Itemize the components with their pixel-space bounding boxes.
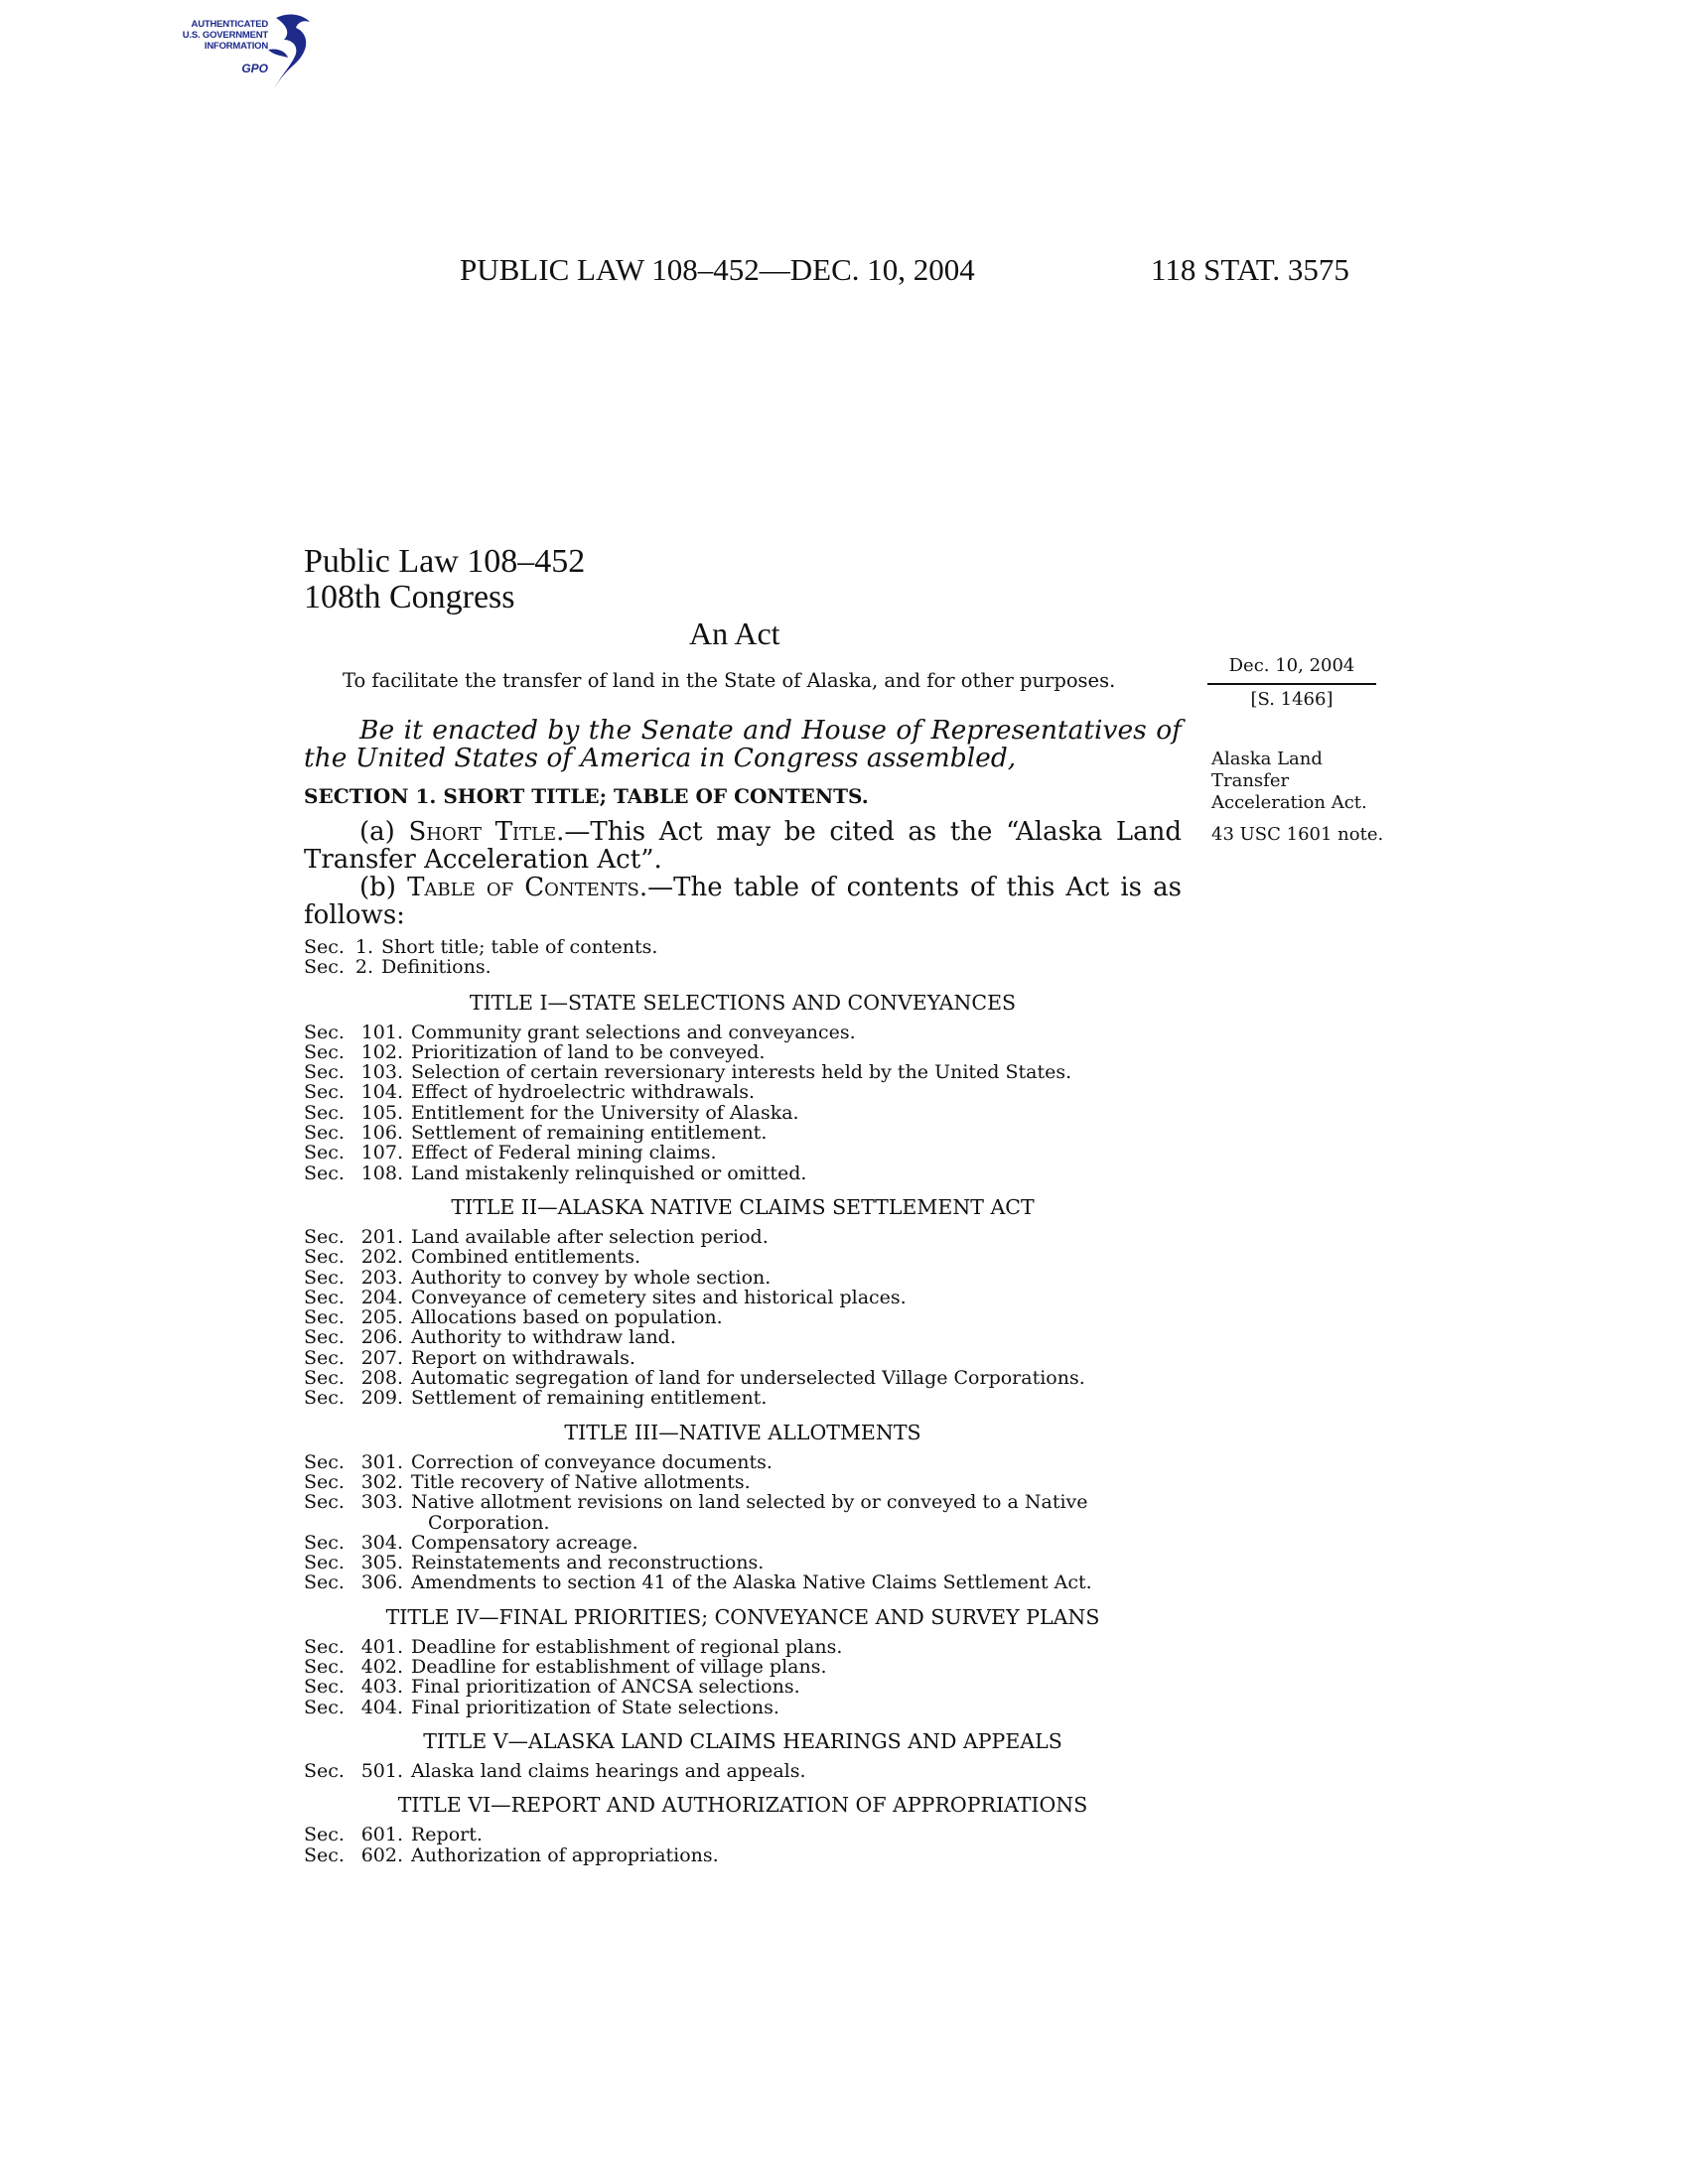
toc-section-title: Authority to convey by whole section. <box>411 1266 772 1289</box>
toc-section-number: 104. <box>360 1081 403 1104</box>
toc-section-title: Alaska land claims hearings and appeals. <box>411 1759 806 1782</box>
toc-section-title: Effect of Federal mining claims. <box>411 1142 717 1164</box>
toc-entry <box>304 1143 1182 1162</box>
toc-section-number: 501. <box>360 1759 403 1782</box>
toc-sec-label: Sec. <box>304 1676 345 1699</box>
toc-sec-label: Sec. <box>304 1531 345 1554</box>
toc-sec-label: Sec. <box>304 1367 345 1390</box>
toc-section-number: 601. <box>360 1824 403 1846</box>
toc-sec-label: Sec. <box>304 1225 345 1248</box>
toc-title-heading: TITLE III—NATIVE ALLOTMENTS <box>564 1420 921 1444</box>
toc-sec-label: Sec. <box>304 1759 345 1782</box>
toc-section-number: 205. <box>360 1306 403 1329</box>
toc-section-number: 2. <box>354 956 373 979</box>
toc-title-group <box>304 1227 1182 1409</box>
toc-section-title: Deadline for establishment of village plans. <box>411 1656 827 1679</box>
toc-section-number: 402. <box>360 1656 403 1679</box>
para-b-caption: Table of Contents <box>407 873 639 902</box>
toc-sec-label: Sec. <box>304 1266 345 1289</box>
toc-section-number: 105. <box>360 1101 403 1124</box>
toc-section-number: 207. <box>360 1346 403 1369</box>
toc-sec-label: Sec. <box>304 1552 345 1574</box>
sidenote-divider <box>1207 683 1376 685</box>
toc-sec-label: Sec. <box>304 1491 345 1514</box>
toc-sec-label: Sec. <box>304 1122 345 1145</box>
toc-sec-label: Sec. <box>304 1306 345 1329</box>
toc-entry <box>304 1452 1182 1472</box>
act-heading: An Act <box>689 615 780 651</box>
toc-section-title: Conveyance of cemetery sites and historical places. <box>411 1286 907 1308</box>
toc-sec-label: Sec. <box>304 1571 345 1594</box>
toc-section-number: 107. <box>360 1142 403 1164</box>
toc-section-number: 102. <box>360 1040 403 1063</box>
toc-sec-label: Sec. <box>304 1450 345 1473</box>
toc-entry <box>304 1042 1182 1062</box>
paragraph-short-title <box>304 818 1182 874</box>
toc-section-title: Automatic segregation of land for underselected Village Corporations. <box>411 1367 1085 1390</box>
running-header-law: PUBLIC LAW 108–452—DEC. 10, 2004 <box>460 252 975 287</box>
toc-sec-label: Sec. <box>304 956 345 979</box>
toc-sec-label: Sec. <box>304 1470 345 1493</box>
toc-section-number: 602. <box>360 1843 403 1866</box>
toc-entry <box>304 1082 1182 1102</box>
toc-entry <box>304 1307 1182 1327</box>
toc-section-number: 101. <box>360 1021 403 1043</box>
toc-section-title: Short title; table of contents. <box>381 936 658 958</box>
toc-title-heading: TITLE VI—REPORT AND AUTHORIZATION OF APPROPRIATIONS <box>397 1793 1088 1818</box>
toc-section-title: Community grant selections and conveyances. <box>411 1021 856 1043</box>
toc-section-title: Authority to withdraw land. <box>411 1326 676 1349</box>
toc-sec-label: Sec. <box>304 1346 345 1369</box>
public-law-number: Public Law 108–452 <box>304 543 586 580</box>
toc-entry <box>304 1103 1182 1123</box>
toc-entry <box>304 1572 1182 1592</box>
toc-section-number: 204. <box>360 1286 403 1308</box>
enacting-clause: Be it enacted by the Senate and House of Representatives of the United States of America in Congress assembled, <box>304 715 1182 773</box>
toc-intro-group <box>304 937 1182 978</box>
toc-entry <box>304 1327 1182 1347</box>
toc-section-title: Settlement of remaining entitlement. <box>411 1122 768 1145</box>
toc-title-heading: TITLE IV—FINAL PRIORITIES; CONVEYANCE AND SURVEY PLANS <box>385 1604 1100 1629</box>
toc-section-title: Allocations based on population. <box>411 1306 723 1329</box>
toc-section-title: Effect of hydroelectric withdrawals. <box>411 1081 756 1104</box>
toc-entry <box>304 1677 1182 1697</box>
toc-section-title: Reinstatements and reconstructions. <box>411 1552 765 1574</box>
toc-section-number: 206. <box>360 1326 403 1349</box>
toc-entry <box>304 1825 1182 1844</box>
toc-sec-label: Sec. <box>304 1142 345 1164</box>
toc-sec-label: Sec. <box>304 1824 345 1846</box>
toc-section-title: Prioritization of land to be conveyed. <box>411 1040 766 1063</box>
toc-section-number: 208. <box>360 1367 403 1390</box>
toc-sec-label: Sec. <box>304 1286 345 1308</box>
toc-entry <box>304 1268 1182 1288</box>
paragraph-table-of-contents <box>304 874 1182 929</box>
section-heading: SECTION 1. SHORT TITLE; TABLE OF CONTENTS. <box>304 784 869 808</box>
toc-title-group <box>304 1637 1182 1717</box>
toc-section-title: Amendments to section 41 of the Alaska Native Claims Settlement Act. <box>411 1571 1092 1594</box>
toc-entry <box>304 1637 1182 1657</box>
toc-section-title: Report. <box>411 1824 483 1846</box>
congress-number: 108th Congress <box>304 579 515 615</box>
toc-entry <box>304 1023 1182 1042</box>
toc-sec-label: Sec. <box>304 936 345 958</box>
toc-entry <box>304 1845 1182 1865</box>
toc-entry <box>304 1062 1182 1082</box>
toc-section-title: Entitlement for the University of Alaska. <box>411 1101 799 1124</box>
toc-section-number: 201. <box>360 1225 403 1248</box>
sidenote-usc-citation: 43 USC 1601 note. <box>1211 824 1384 845</box>
toc-entry <box>304 1123 1182 1143</box>
toc-section-number: 303. <box>360 1491 403 1514</box>
toc-entry <box>304 1227 1182 1247</box>
toc-section-number: 401. <box>360 1635 403 1658</box>
toc-section-title: Deadline for establishment of regional plans. <box>411 1635 843 1658</box>
toc-section-title: Definitions. <box>381 956 492 979</box>
toc-entry <box>304 1472 1182 1492</box>
toc-section-number: 108. <box>360 1161 403 1184</box>
seal-line-3: INFORMATION <box>204 41 268 52</box>
toc-section-title: Final prioritization of ANCSA selections. <box>411 1676 800 1699</box>
toc-section-title: Land available after selection period. <box>411 1225 769 1248</box>
toc-entry <box>304 1368 1182 1388</box>
toc-entry <box>304 1492 1182 1512</box>
toc-entry <box>304 1247 1182 1267</box>
para-b-label: (b) <box>359 873 408 902</box>
toc-sec-label: Sec. <box>304 1696 345 1718</box>
toc-section-title: Title recovery of Native allotments. <box>411 1470 751 1493</box>
toc-title-group <box>304 1023 1182 1183</box>
toc-entry <box>304 1288 1182 1307</box>
toc-section-title: Settlement of remaining entitlement. <box>411 1387 768 1410</box>
toc-section-number: 302. <box>360 1470 403 1493</box>
toc-sec-label: Sec. <box>304 1326 345 1349</box>
toc-section-title-continued: Corporation. <box>428 1511 550 1534</box>
toc-title-heading: TITLE I—STATE SELECTIONS AND CONVEYANCES <box>469 990 1017 1015</box>
toc-entry <box>304 1553 1182 1572</box>
gpo-seal <box>139 10 338 99</box>
toc-title-group <box>304 1452 1182 1593</box>
toc-title-group <box>304 1761 1182 1781</box>
sidenote-bill-number: [S. 1466] <box>1250 689 1334 710</box>
toc-entry <box>304 1698 1182 1717</box>
toc-section-title: Compensatory acreage. <box>411 1531 638 1554</box>
toc-sec-label: Sec. <box>304 1161 345 1184</box>
toc-entry <box>304 1657 1182 1677</box>
toc-section-title: Final prioritization of State selections. <box>411 1696 779 1718</box>
toc-sec-label: Sec. <box>304 1635 345 1658</box>
toc-sec-label: Sec. <box>304 1101 345 1124</box>
seal-gpo-text: GPO <box>241 62 268 75</box>
toc-section-number: 304. <box>360 1531 403 1554</box>
sidenote-date: Dec. 10, 2004 <box>1228 655 1355 676</box>
toc-title-group <box>304 1825 1182 1865</box>
toc-section-number: 403. <box>360 1676 403 1699</box>
para-a-label: (a) <box>359 817 409 847</box>
toc-section-title: Correction of conveyance documents. <box>411 1450 773 1473</box>
toc-section-title: Authorization of appropriations. <box>411 1843 719 1866</box>
table-of-contents <box>304 937 1182 1865</box>
toc-sec-label: Sec. <box>304 1021 345 1043</box>
toc-section-number: 306. <box>360 1571 403 1594</box>
toc-entry <box>304 1163 1182 1183</box>
toc-entry <box>304 1533 1182 1553</box>
toc-entry <box>304 1761 1182 1781</box>
toc-section-number: 1. <box>354 936 373 958</box>
toc-section-number: 404. <box>360 1696 403 1718</box>
act-purpose: To facilitate the transfer of land in the State of Alaska, and for other purposes. <box>343 669 1116 692</box>
seal-line-2: U.S. GOVERNMENT <box>182 30 268 41</box>
toc-title-heading: TITLE II—ALASKA NATIVE CLAIMS SETTLEMENT ACT <box>451 1194 1035 1219</box>
para-b-text: .—The table of contents of this Act is as follows: <box>304 873 1182 930</box>
toc-title-heading: TITLE V—ALASKA LAND CLAIMS HEARINGS AND APPEALS <box>423 1728 1062 1753</box>
running-header-stat: 118 STAT. 3575 <box>1151 252 1349 287</box>
toc-entry <box>304 937 1182 957</box>
toc-section-number: 203. <box>360 1266 403 1289</box>
toc-section-title: Combined entitlements. <box>411 1246 640 1269</box>
toc-entry <box>304 957 1182 977</box>
toc-sec-label: Sec. <box>304 1843 345 1866</box>
toc-sec-label: Sec. <box>304 1246 345 1269</box>
toc-entry <box>304 1388 1182 1408</box>
toc-section-number: 106. <box>360 1122 403 1145</box>
para-a-caption: Short Title <box>408 817 557 847</box>
toc-section-number: 209. <box>360 1387 403 1410</box>
para-a-text: .—This Act may be cited as the “Alaska Land Transfer Acceleration Act”. <box>304 817 1182 875</box>
seal-line-1: AUTHENTICATED <box>191 19 268 30</box>
toc-sec-label: Sec. <box>304 1387 345 1410</box>
toc-sec-label: Sec. <box>304 1081 345 1104</box>
toc-section-title: Report on withdrawals. <box>411 1346 635 1369</box>
toc-section-number: 301. <box>360 1450 403 1473</box>
toc-section-title: Land mistakenly relinquished or omitted. <box>411 1161 807 1184</box>
toc-section-title: Selection of certain reversionary interests held by the United States. <box>411 1061 1072 1084</box>
toc-sec-label: Sec. <box>304 1040 345 1063</box>
toc-sec-label: Sec. <box>304 1656 345 1679</box>
toc-section-title: Native allotment revisions on land selected by or conveyed to a Native <box>411 1491 1088 1514</box>
toc-section-number: 305. <box>360 1552 403 1574</box>
toc-section-number: 103. <box>360 1061 403 1084</box>
toc-entry <box>304 1348 1182 1368</box>
toc-sec-label: Sec. <box>304 1061 345 1084</box>
sidenote-short-title: Alaska Land Transfer Acceleration Act. <box>1211 749 1367 813</box>
toc-section-number: 202. <box>360 1246 403 1269</box>
eagle-icon <box>258 10 338 104</box>
